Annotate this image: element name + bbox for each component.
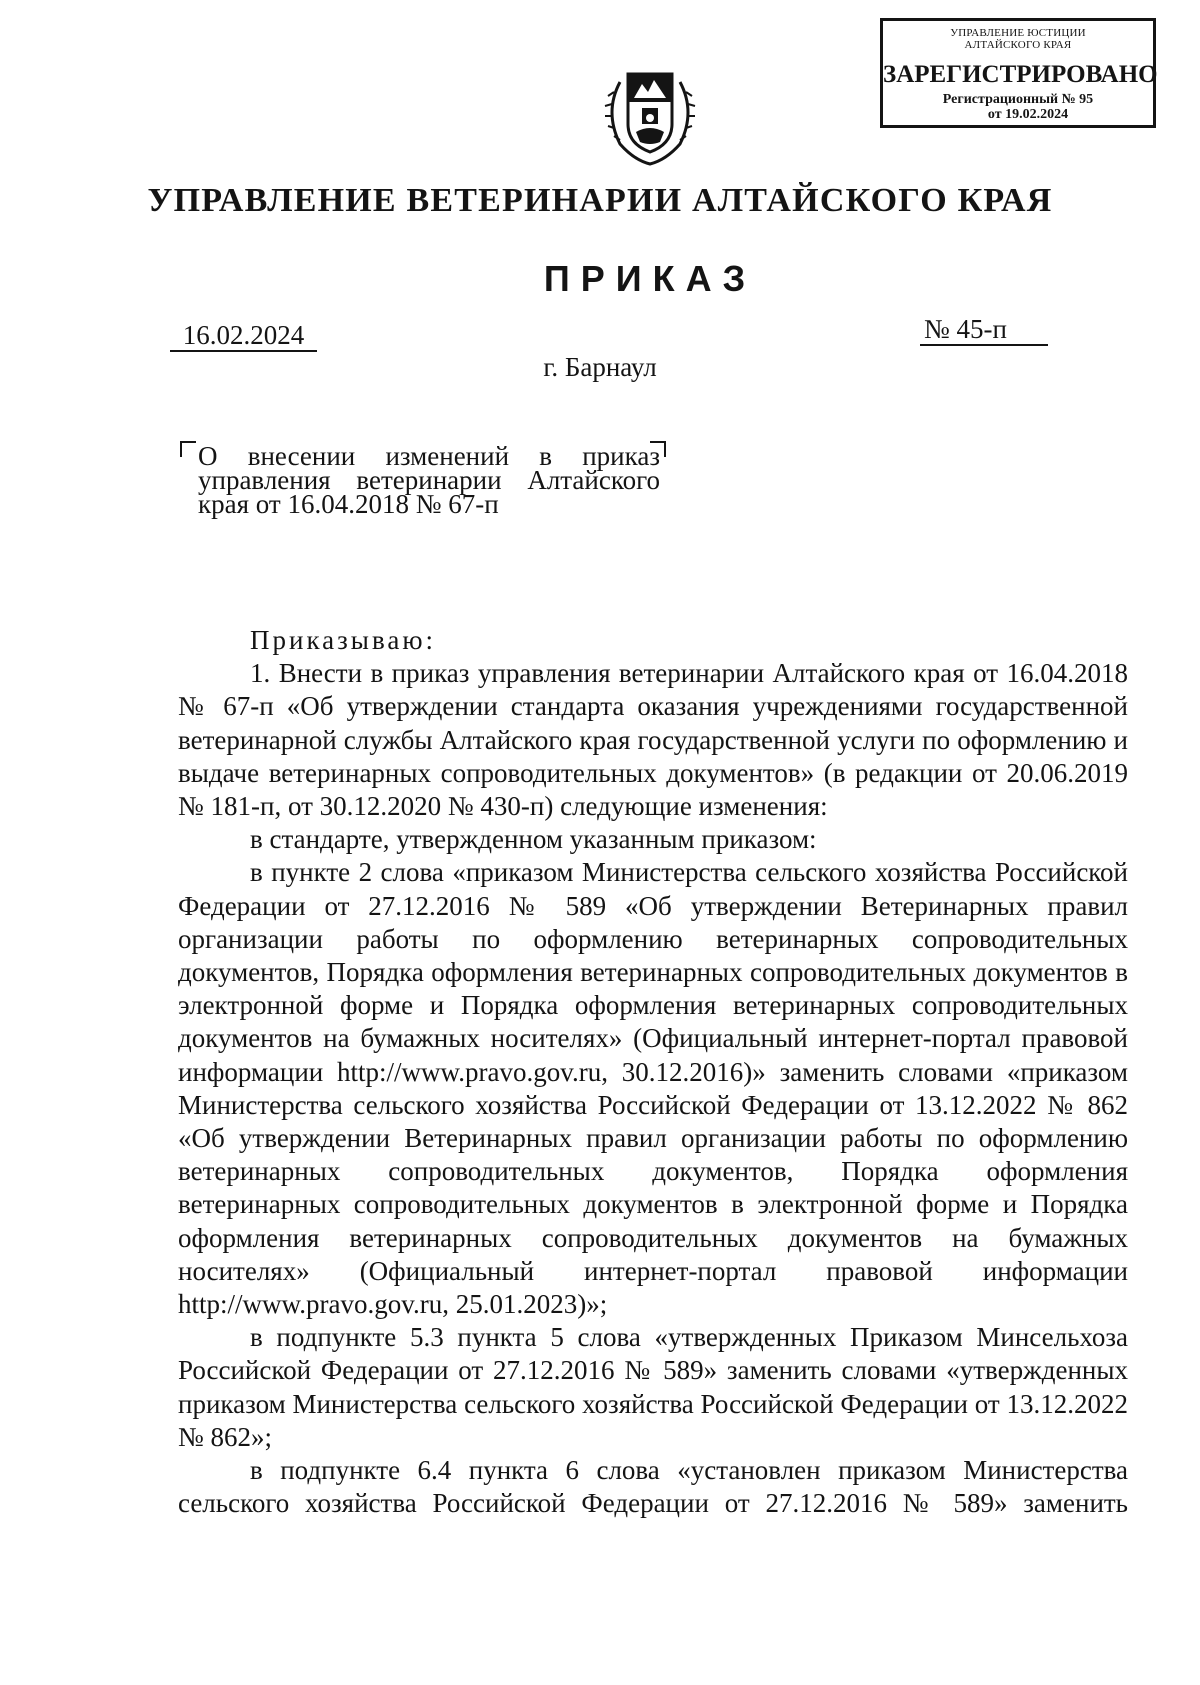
- stamp-agency-line2: АЛТАЙСКОГО КРАЯ: [964, 39, 1072, 51]
- order-body: [178, 624, 1128, 1520]
- stamp-reg-number: Регистрационный № 95: [942, 92, 1094, 107]
- order-subject: О внесении изменений в приказ управления ветеринарии Алтайского края от 16.04.2018 № 67-п: [198, 441, 660, 519]
- order-date: 16.02.2024: [170, 320, 317, 352]
- stamp-reg-date: от 19.02.2024: [987, 107, 1069, 122]
- coat-of-arms-icon: [590, 52, 710, 172]
- body-paragraph: в подпункте 5.3 пункта 5 слова «утвержденных Приказом Минсельхоза Российской Федерации от 27.12.2016 № 589» заменить словами «утвержденных приказом Министерства сельского хозяйства Российской Федерации от 13.12.2022 № 862»;: [178, 1322, 1128, 1452]
- body-paragraph: в пункте 2 слова «приказом Министерства сельского хозяйства Российской Федерации от 27.12.2016 № 589 «Об утверждении Ветеринарных правил организации работы по оформлению ветеринарных сопроводительных документов, Порядка оформления ветеринарных сопроводительных документов в электронной форме и Порядка оформления ветеринарных сопроводительных документов на бумажных носителях» (Официальный интернет-портал правовой информации http://www.pravo.gov.ru, 30.12.2016)» заменить словами «приказом Министерства сельского хозяйства Российской Федерации от 13.12.2022 № 862 «Об утверждении Ветеринарных правил организации работы по оформлению ветеринарных сопроводительных документов, Порядка оформления ветеринарных сопроводительных документов в электронной форме и Порядка оформления ветеринарных сопроводительных документов на бумажных носителях» (Официальный интернет-портал правовой информации http://www.pravo.gov.ru, 25.01.2023)»;: [178, 857, 1128, 1320]
- stamp-agency-line1: УПРАВЛЕНИЕ ЮСТИЦИИ: [950, 27, 1086, 39]
- registration-stamp: [880, 18, 1156, 128]
- stamp-status: ЗАРЕГИСТРИРОВАНО: [883, 61, 1158, 88]
- body-heading: Приказываю:: [250, 625, 436, 655]
- subject-bracket-left: [180, 441, 196, 457]
- order-city: г. Барнаул: [543, 352, 657, 382]
- body-paragraph: в стандарте, утвержденном указанным приказом:: [250, 824, 817, 855]
- body-paragraph: 1. Внести в приказ управления ветеринарии Алтайского края от 16.04.2018 № 67-п «Об утверждении стандарта оказания учреждениями государственной ветеринарной службы Алтайского края государственной услуги по оформлению и выдаче ветеринарных сопроводительных документов» (в редакции от 20.06.2019 № 181-п, от 30.12.2020 № 430-п) следующие изменения:: [178, 658, 1128, 822]
- order-number: № 45-п: [920, 314, 1048, 346]
- body-paragraph: в подпункте 6.4 пункта 6 слова «установлен приказом Министерства сельского хозяйства Российской Федерации от 27.12.2016 № 589» заменить: [178, 1455, 1128, 1519]
- document-type: ПРИКАЗ: [543, 258, 757, 299]
- organization-title: УПРАВЛЕНИЕ ВЕТЕРИНАРИИ АЛТАЙСКОГО КРАЯ: [147, 182, 1053, 219]
